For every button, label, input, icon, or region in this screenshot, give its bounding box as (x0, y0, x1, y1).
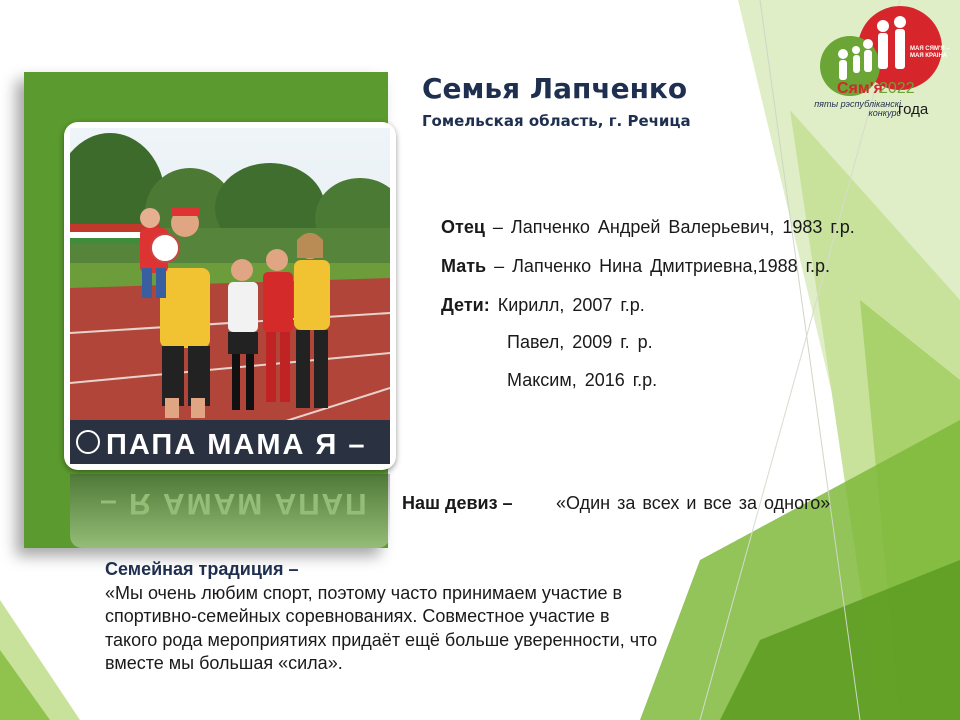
motto-label: Наш девиз – (402, 493, 513, 513)
mother-text: – Лапченко Нина Дмитриевна,1988 г.р. (486, 256, 830, 276)
logo-brand: МАЯ СЯМ'Я – МАЯ КРАІНА (910, 46, 950, 59)
logo-word: Сям'я (837, 80, 883, 97)
logo-year: 2022 (879, 80, 915, 97)
page-subtitle: Гомельская область, г. Речица (422, 112, 691, 130)
child-1: Кирилл, 2007 г.р. (497, 295, 645, 315)
mother-label: Мать (441, 256, 487, 276)
logo-goda: года (898, 101, 929, 118)
father-text: – Лапченко Андрей Валерьевич, 1983 г.р. (484, 217, 855, 237)
logo-subtitle: пяты рэспубліканскі конкурс (814, 99, 901, 118)
family-photo (64, 122, 396, 470)
father-line (441, 217, 855, 238)
photo-reflection-text: ПАПА МАМА Я – (98, 487, 367, 520)
motto-text: «Один за всех и все за одного» (556, 493, 831, 513)
tradition-text: «Мы очень любим спорт, поэтому часто принимаем участие в спортивно-семейных соревнованиях. Совместное участие в такого рода мероприятиях придаёт ещё больше уверенности, что вместе мы большая «сила». (105, 582, 658, 673)
family-tradition (105, 558, 665, 676)
family-photo-illustration (70, 128, 390, 464)
father-label: Отец (441, 217, 485, 237)
photo-banner-text: ПАПА МАМА Я – (106, 429, 367, 461)
photo-reflection (64, 474, 396, 548)
children-label: Дети: (441, 295, 490, 315)
mother-line (441, 256, 830, 277)
child-2: Павел, 2009 г. р. (507, 332, 653, 352)
page-title: Семья Лапченко (422, 72, 688, 105)
children-line (441, 295, 645, 316)
child-3: Максим, 2016 г.р. (507, 370, 658, 390)
tradition-label: Семейная традиция – (105, 559, 299, 579)
